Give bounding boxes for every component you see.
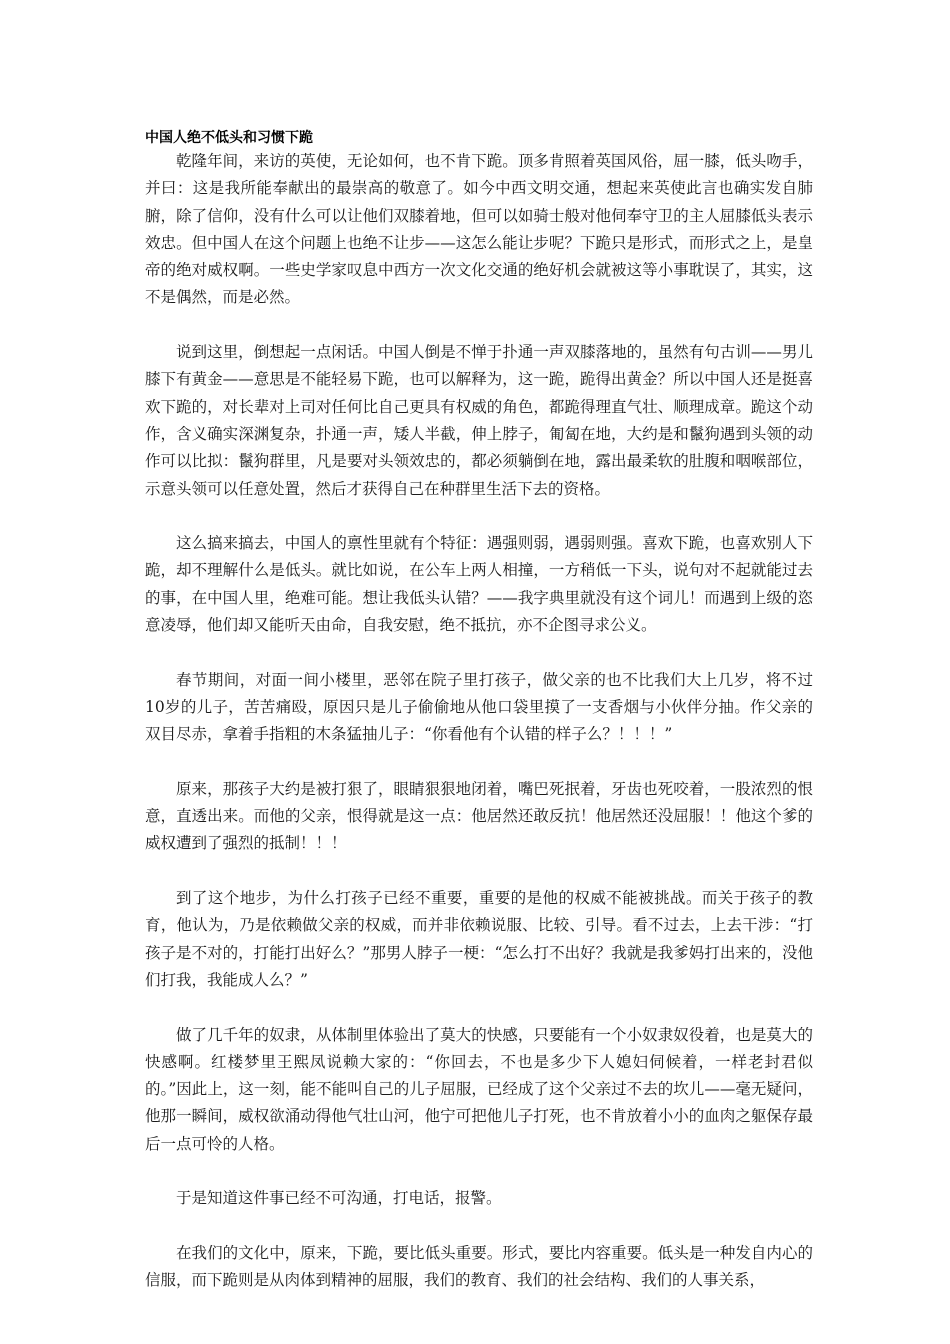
paragraph: 春节期间，对面一间小楼里，恶邻在院子里打孩子，做父亲的也不比我们大上几岁，将不过10岁的儿子，苦苦痛殴，原因只是儿子偷偷地从他口袋里摸了一支香烟与小伙伴分抽。作父亲的双目尽赤，拿着手指粗的木条猛抽儿子：“你看他有个认错的样子么？！！！” bbox=[145, 670, 813, 744]
paragraph: 在我们的文化中，原来，下跪，要比低头重要。形式，要比内容重要。低头是一种发自内心的信服，而下跪则是从肉体到精神的屈服，我们的教育、我们的社会结构、我们的人事关系， bbox=[145, 1243, 813, 1290]
paragraph: 这么搞来搞去，中国人的禀性里就有个特征：遇强则弱，遇弱则强。喜欢下跪，也喜欢别人下跪，却不理解什么是低头。就比如说，在公车上两人相撞，一方稍低一下头，说句对不起就能过去的事，在中国人里，绝难可能。想让我低头认错？——我字典里就没有这个词儿！而遇到上级的恣意凌辱，他们却又能听天由命，自我安慰，绝不抵抗，亦不企图寻求公义。 bbox=[145, 534, 813, 635]
paragraph: 做了几千年的奴隶，从体制里体验出了莫大的快感，只要能有一个小奴隶奴役着，也是莫大的快感啊。红楼梦里王熙凤说赖大家的：“你回去，不也是多少下人媳妇伺候着，一样老封君似的。”因此上，这一刻，能不能叫自己的儿子屈服，已经成了这个父亲过不去的坎儿——毫无疑问，他那一瞬间，威权欲涌动得他气壮山河，他宁可把他儿子打死，也不肯放着小小的血肉之躯保存最后一点可怜的人格。 bbox=[145, 1025, 813, 1153]
paragraph: 到了这个地步，为什么打孩子已经不重要，重要的是他的权威不能被挑战。而关于孩子的教育，他认为，乃是依赖做父亲的权威，而并非依赖说服、比较、引导。看不过去，上去干涉：“打孩子是不对的，打能打出好么？”那男人脖子一梗：“怎么打不出好？我就是我爹妈打出来的，没他们打我，我能成人么？” bbox=[145, 889, 813, 989]
document-title: 中国人绝不低头和习惯下跪 bbox=[145, 130, 313, 146]
paragraph: 于是知道这件事已经不可沟通，打电话，报警。 bbox=[176, 1189, 502, 1208]
paragraph: 说到这里，倒想起一点闲话。中国人倒是不惮于扑通一声双膝落地的，虽然有句古训——男儿膝下有黄金——意思是不能轻易下跪，也可以解释为，这一跪，跪得出黄金？所以中国人还是挺喜欢下跪的，对长辈对上司对任何比自己更具有权威的角色，都跪得理直气壮、顺理成章。跪这个动作，含义确实深渊复杂，扑通一声，矮人半截，伸上脖子，匍匐在地，大约是和鬣狗遇到头领的动作可以比拟：鬣狗群里，凡是要对头领效忠的，都必须躺倒在地，露出最柔软的肚腹和咽喉部位，示意头领可以任意处置，然后才获得自己在种群里生活下去的资格。 bbox=[145, 343, 813, 498]
paragraph: 乾隆年间，来访的英使，无论如何，也不肯下跪。顶多肯照着英国风俗，屈一膝，低头吻手，并曰：这是我所能奉献出的最崇高的敬意了。如今中西文明交通，想起来英使此言也确实发自肺腑，除了信仰，没有什么可以让他们双膝着地，但可以如骑士般对他伺奉守卫的主人屈膝低头表示效忠。但中国人在这个问题上也绝不让步——这怎么能让步呢？下跪只是形式，而形式之上，是皇帝的绝对威权啊。一些史学家叹息中西方一次文化交通的绝好机会就被这等小事耽误了，其实，这不是偶然，而是必然。 bbox=[145, 152, 813, 307]
paragraph: 原来，那孩子大约是被打狠了，眼睛狠狠地闭着，嘴巴死抿着，牙齿也死咬着，一股浓烈的恨意，直透出来。而他的父亲，恨得就是这一点：他居然还敢反抗！他居然还没屈服！！他这个爹的威权遭到了强烈的抵制！！！ bbox=[145, 779, 813, 853]
document-body bbox=[145, 148, 813, 1322]
